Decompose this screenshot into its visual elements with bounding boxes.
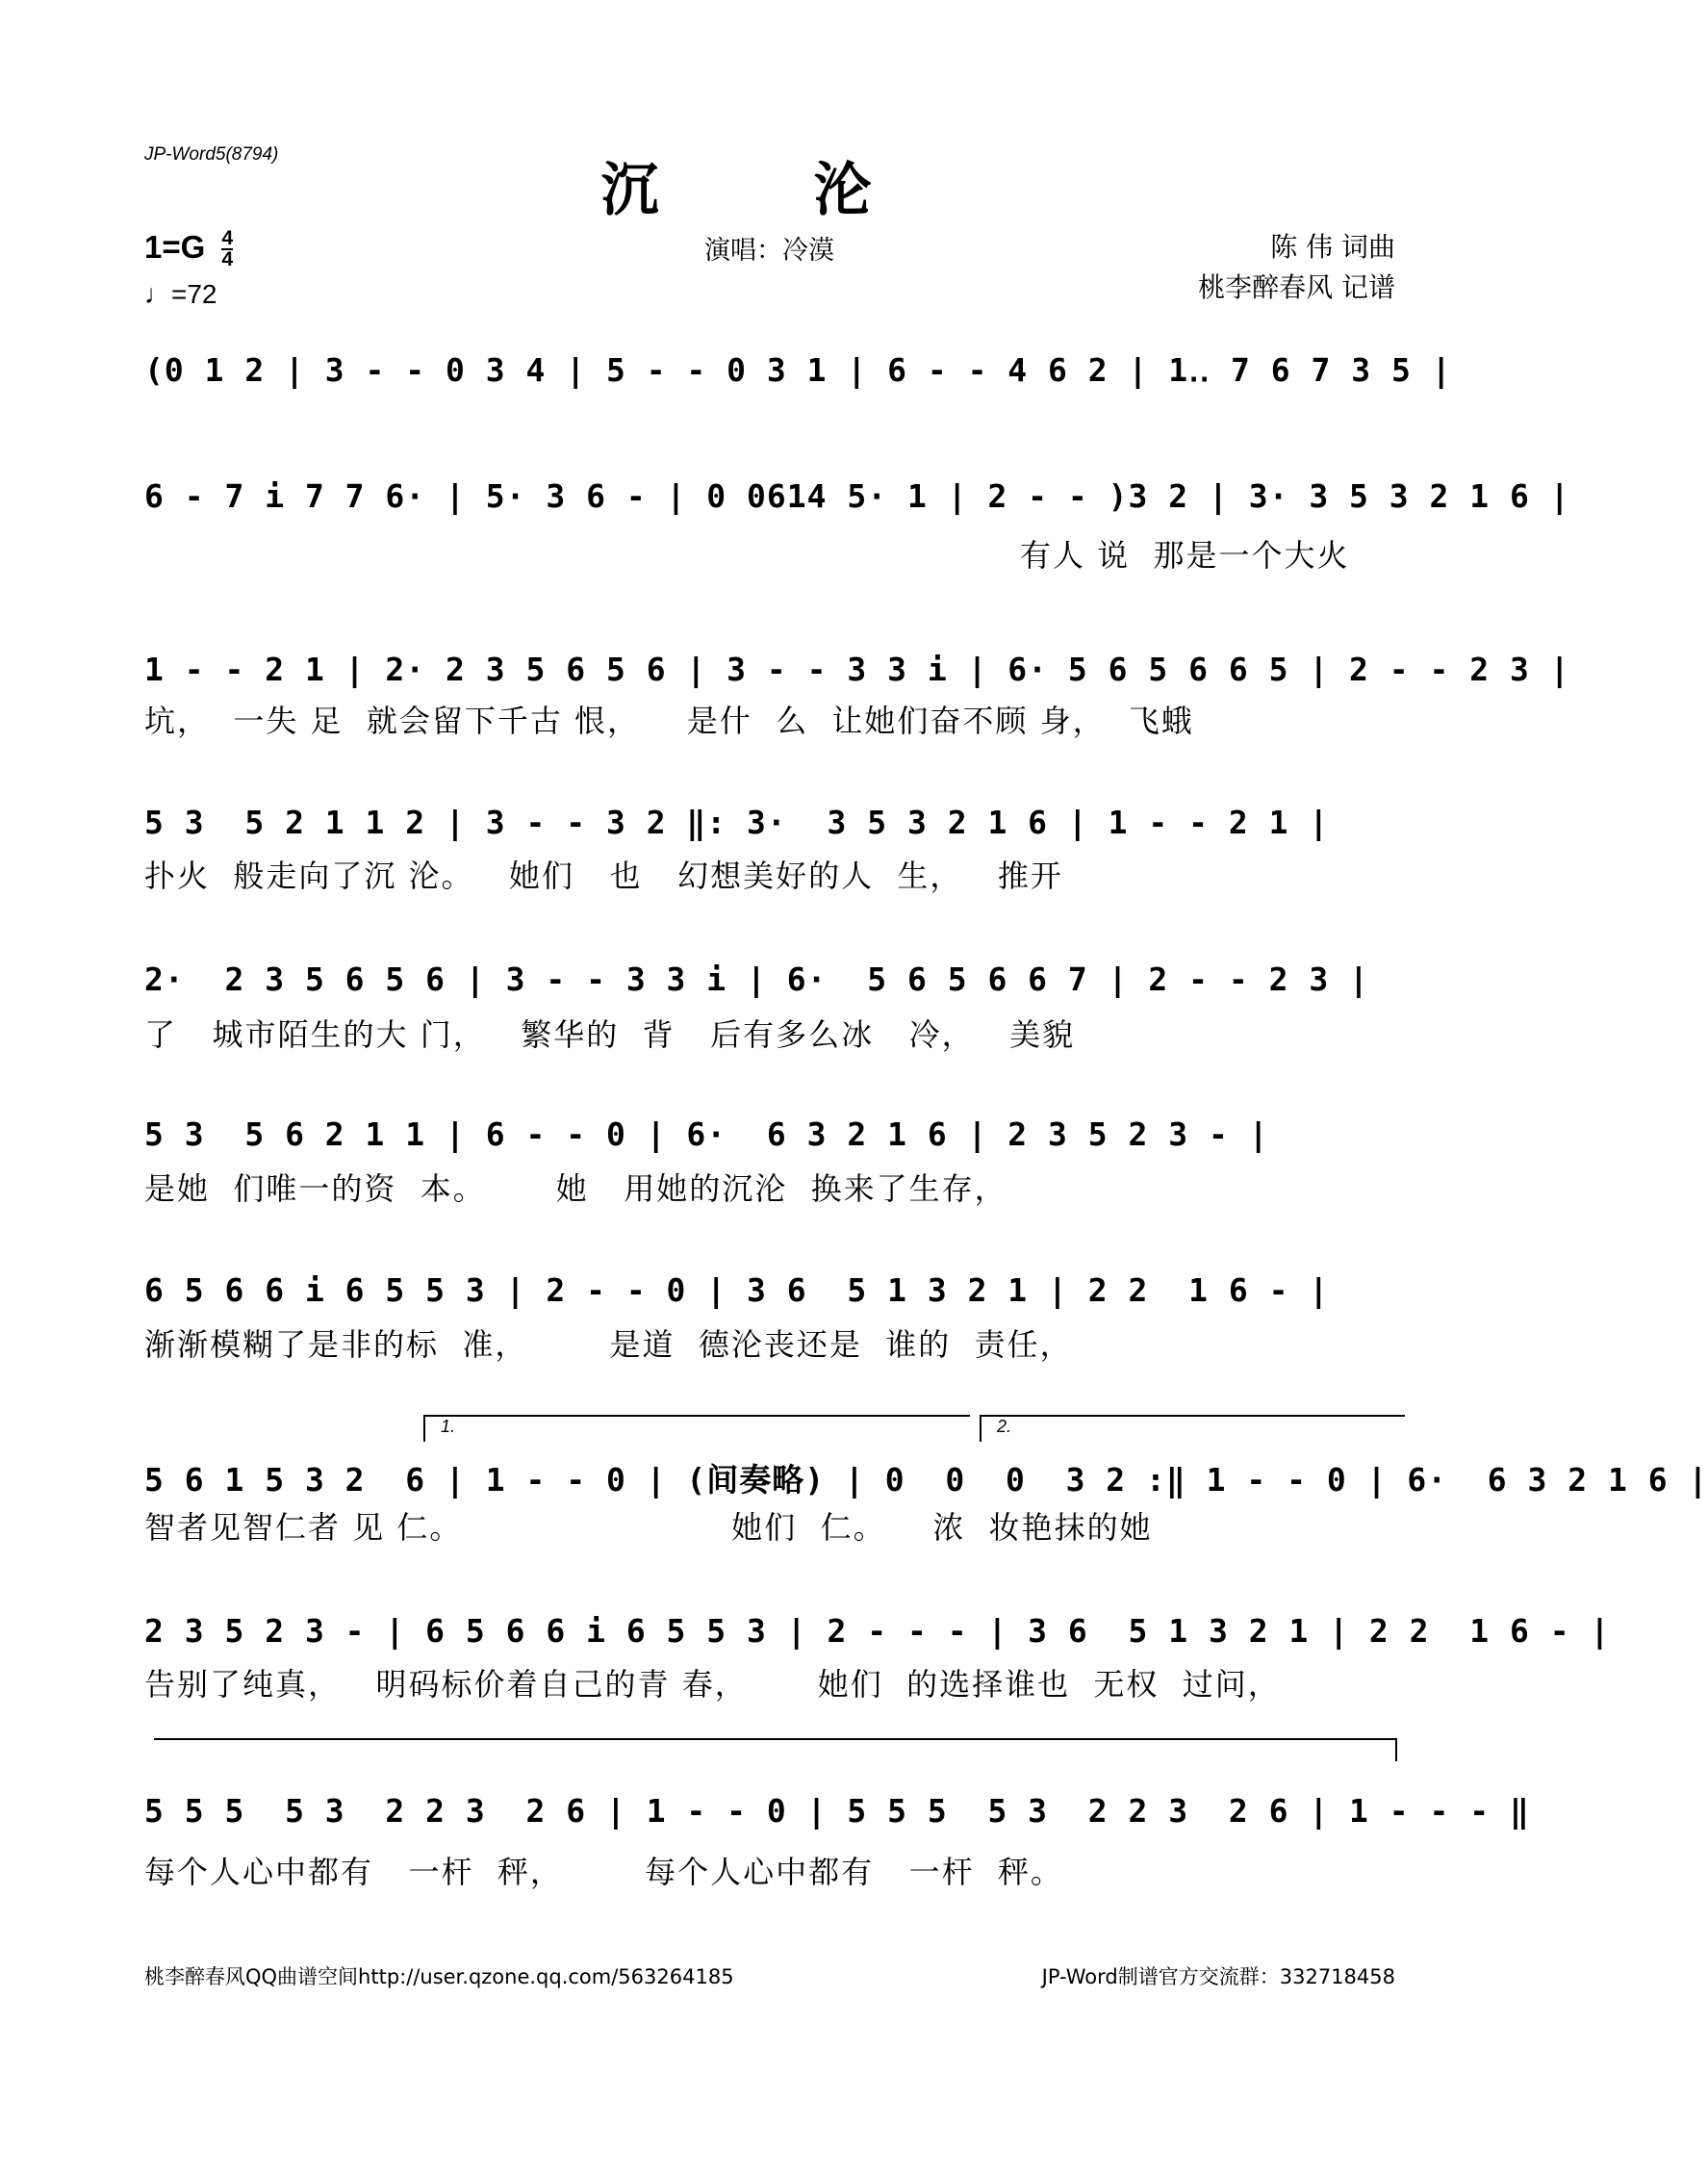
credits-block (1198, 227, 1395, 308)
singer-credit: 演唱：冷漠 (704, 236, 834, 266)
time-signature (221, 229, 233, 269)
key-signature (144, 229, 233, 269)
notation-line-2: 6 - 7 i 7 7 6· | 5· 3 6 - | 0 0614 5· 1 | 2 - - )3 2 | 3· 3 5 3 2 1 6 | (144, 477, 1570, 515)
notation-line-10: 5 5 5 5 3 2 2 3 2 6 | 1 - - 0 | 5 5 5 5 3 2 2 3 2 6 | 1 - - - ‖ (144, 1792, 1530, 1830)
volta-first-label: 1. (441, 1417, 456, 1436)
notation-line-3: 1 - - 2 1 | 2· 2 3 5 6 5 6 | 3 - - 3 3 i | 6· 5 6 5 6 6 5 | 2 - - 2 3 | (144, 651, 1570, 688)
notation-line-9: 2 3 5 2 3 - | 6 5 6 6 i 6 5 5 3 | 2 - - - | 3 6 5 1 3 2 1 | 2 2 1 6 - | (144, 1612, 1611, 1650)
notation-line-7: 6 5 6 6 i 6 5 5 3 | 2 - - 0 | 3 6 5 1 3 2 1 | 2 2 1 6 - | (144, 1271, 1330, 1309)
footer-source-link[interactable]: 桃李醉春风QQ曲谱空间http://user.qzone.qq.com/563264185 (144, 1965, 734, 1988)
lyricist-credit: 陈 伟 词曲 (1270, 231, 1395, 263)
footer-group-info: JP-Word制谱官方交流群：332718458 (1041, 1965, 1395, 1988)
notation-line-8: 5 6 1 5 3 2 6 | 1 - - 0 | (间奏略) | 0 0 0 3 2 :‖ 1 - - 0 | 6· 6 3 2 1 6 | (144, 1461, 1708, 1499)
volta-first-ending (423, 1415, 970, 1442)
volta-second-label: 2. (997, 1417, 1012, 1436)
notation-line-5: 2· 2 3 5 6 5 6 | 3 - - 3 3 i | 6· 5 6 5 6 6 7 | 2 - - 2 3 | (144, 961, 1369, 998)
lyric-line-3: 坑， 一失 足 就会留下千古 恨， 是什 么 让她们奋不顾 身， 飞蛾 (144, 703, 1194, 739)
lyric-line-6: 是她 们唯一的资 本。 她 用她的沉沦 换来了生存， (144, 1170, 1007, 1207)
ending-bracket (154, 1738, 1397, 1761)
edition-label: JP-Word5(8794) (144, 144, 279, 165)
volta-second-ending (980, 1415, 1405, 1442)
song-title: 沉 沦 (600, 157, 939, 224)
lyric-line-10: 每个人心中都有 一杆 秤， 每个人心中都有 一杆 秤。 (144, 1854, 1063, 1890)
notation-line-1: (0 1 2 | 3 - - 0 3 4 | 5 - - 0 3 1 | 6 - - 4 6 2 | 1‥ 7 6 7 3 5 | (144, 351, 1452, 389)
lyric-line-7: 渐渐模糊了是非的标 准， 是道 德沦丧还是 谁的 责任， (144, 1326, 1073, 1363)
transcriber-credit: 桃李醉春风 记谱 (1198, 271, 1395, 303)
lyric-line-8: 智者见智仁者 见 仁。 她们 仁。 浓 妆艳抹的她 (144, 1509, 1153, 1546)
key-label: 1=G (144, 229, 206, 265)
notation-line-6: 5 3 5 6 2 1 1 | 6 - - 0 | 6· 6 3 2 1 6 | 2 3 5 2 3 - | (144, 1115, 1269, 1153)
lyric-line-5: 了 城市陌生的大 门， 繁华的 背 后有多么冰 冷， 美貌 (144, 1016, 1076, 1053)
notation-line-4: 5 3 5 2 1 1 2 | 3 - - 3 2 ‖: 3· 3 5 3 2 1 6 | 1 - - 2 1 | (144, 804, 1330, 841)
time-signature-top: 4 (221, 227, 234, 250)
lyric-line-4: 扑火 般走向了沉 沦。 她们 也 幻想美好的人 生， 推开 (144, 858, 1063, 894)
lyric-line-9: 告别了纯真， 明码标价着自己的青 春， 她们 的选择谁也 无权 过问， (144, 1666, 1281, 1703)
tempo-marking: ♩=72 (144, 279, 217, 309)
time-signature-bottom: 4 (221, 248, 234, 271)
lyric-line-2: 有人 说 那是一个大火 (1020, 537, 1350, 574)
